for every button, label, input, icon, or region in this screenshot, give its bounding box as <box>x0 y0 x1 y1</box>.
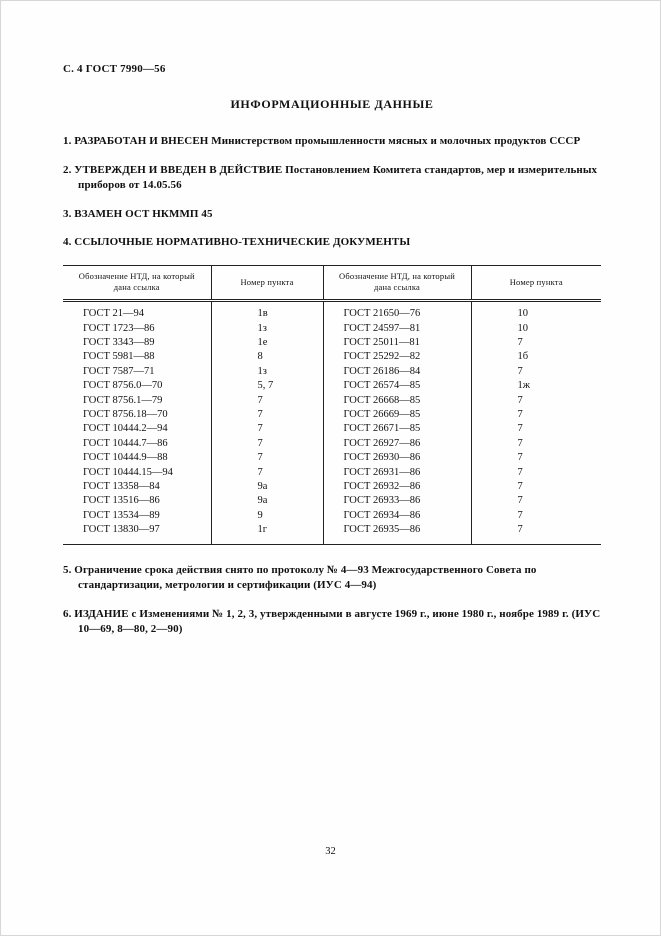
clause-number-cell: 9а <box>211 494 323 508</box>
clause-number-cell: 7 <box>211 466 323 480</box>
clause-number-cell: 7 <box>517 524 523 536</box>
table-row <box>63 350 601 364</box>
table-row <box>63 365 601 379</box>
clause-number-cell: 8 <box>211 350 323 364</box>
clause-number-cell: 7 <box>517 336 523 348</box>
page-title: ИНФОРМАЦИОННЫЕ ДАННЫЕ <box>230 97 434 111</box>
ntd-designation-cell: ГОСТ 3343—89 <box>63 336 211 350</box>
clause-number-cell: 1з <box>211 365 323 379</box>
clause-number-cell: 9а <box>211 480 323 494</box>
header-num-left: Номер пункта <box>211 266 323 301</box>
ntd-designation-cell: ГОСТ 10444.15—94 <box>63 466 211 480</box>
ntd-designation-cell: ГОСТ 8756.0—70 <box>63 379 211 393</box>
clause-number-cell: 7 <box>211 451 323 465</box>
document-content <box>63 63 601 651</box>
table-row <box>63 451 601 465</box>
info-item-5: 5. Ограничение срока действия снято по протоколу № 4—93 Межгосударственного Совета по стандартизации, метрологии и сертификации (ИУС 4—94) <box>63 563 537 592</box>
ntd-designation-cell: ГОСТ 26668—85 <box>323 394 471 408</box>
table-row <box>63 480 601 494</box>
ntd-designation-cell: ГОСТ 8756.18—70 <box>63 408 211 422</box>
table-row <box>63 509 601 523</box>
ntd-designation-cell: ГОСТ 24597—81 <box>323 322 471 336</box>
ntd-designation-cell: ГОСТ 10444.2—94 <box>63 422 211 436</box>
ntd-designation-cell: ГОСТ 26186—84 <box>323 365 471 379</box>
ntd-designation-cell: ГОСТ 7587—71 <box>63 365 211 379</box>
clause-number-cell: 7 <box>517 509 523 521</box>
ntd-designation-cell: ГОСТ 25011—81 <box>323 336 471 350</box>
reference-documents-table <box>63 265 601 545</box>
header-ntd-left: Обозначение НТД, на который дана ссылка <box>63 266 211 301</box>
info-item-2: 2. УТВЕРЖДЕН И ВВЕДЕН В ДЕЙСТВИЕ Постановлением Комитета стандартов, мер и измерительных приборов от 14.05.56 <box>63 163 598 192</box>
ntd-designation-cell: ГОСТ 10444.7—86 <box>63 437 211 451</box>
ntd-designation-cell: ГОСТ 10444.9—88 <box>63 451 211 465</box>
info-item-6: 6. ИЗДАНИЕ с Изменениями № 1, 2, 3, утвержденными в августе 1969 г., июне 1980 г., ноябре 1989 г. (ИУС 10—69, 8—80, 2—90) <box>63 607 601 636</box>
ntd-designation-cell: ГОСТ 26935—86 <box>323 523 471 544</box>
running-header: С. 4 ГОСТ 7990—56 <box>63 63 166 75</box>
clause-number-cell: 7 <box>517 365 523 377</box>
clause-number-cell: 7 <box>517 437 523 449</box>
clause-number-cell: 7 <box>517 481 523 493</box>
clause-number-cell: 7 <box>211 394 323 408</box>
clause-number-cell: 1г <box>211 523 323 544</box>
header-ntd-right: Обозначение НТД, на который дана ссылка <box>323 266 471 301</box>
clause-number-cell: 7 <box>517 452 523 464</box>
clause-number-cell: 7 <box>211 408 323 422</box>
ntd-designation-cell: ГОСТ 26931—86 <box>323 466 471 480</box>
table-row <box>63 322 601 336</box>
ntd-designation-cell: ГОСТ 8756.1—79 <box>63 394 211 408</box>
ntd-designation-cell: ГОСТ 26927—86 <box>323 437 471 451</box>
ntd-designation-cell: ГОСТ 26930—86 <box>323 451 471 465</box>
table-header <box>63 266 601 301</box>
table-row <box>63 422 601 436</box>
clause-number-cell: 7 <box>517 394 523 406</box>
ntd-designation-cell: ГОСТ 13516—86 <box>63 494 211 508</box>
ntd-designation-cell: ГОСТ 26574—85 <box>323 379 471 393</box>
clause-number-cell: 7 <box>517 408 523 420</box>
ntd-designation-cell: ГОСТ 26669—85 <box>323 408 471 422</box>
table-row <box>63 408 601 422</box>
ntd-table-body <box>63 301 601 545</box>
clause-number-cell: 7 <box>211 437 323 451</box>
table-row <box>63 437 601 451</box>
table-row <box>63 379 601 393</box>
ntd-designation-cell: ГОСТ 13534—89 <box>63 509 211 523</box>
table-row <box>63 494 601 508</box>
clause-number-cell: 7 <box>211 422 323 436</box>
ntd-designation-cell: ГОСТ 26933—86 <box>323 494 471 508</box>
info-item-1: 1. РАЗРАБОТАН И ВНЕСЕН Министерством промышленности мясных и молочных продуктов СССР <box>63 135 581 147</box>
ntd-designation-cell: ГОСТ 26934—86 <box>323 509 471 523</box>
header-num-right: Номер пункта <box>471 266 601 301</box>
ntd-designation-cell: ГОСТ 21—94 <box>63 301 211 322</box>
ntd-designation-cell: ГОСТ 13358—84 <box>63 480 211 494</box>
clause-number-cell: 1в <box>211 301 323 322</box>
clause-number-cell: 9 <box>211 509 323 523</box>
ntd-designation-cell: ГОСТ 25292—82 <box>323 350 471 364</box>
clause-number-cell: 7 <box>517 423 523 435</box>
table-row <box>63 394 601 408</box>
ntd-designation-cell: ГОСТ 1723—86 <box>63 322 211 336</box>
table-row <box>63 466 601 480</box>
info-item-4: 4. ССЫЛОЧНЫЕ НОРМАТИВНО-ТЕХНИЧЕСКИЕ ДОКУМЕНТЫ <box>63 236 411 249</box>
ntd-designation-cell: ГОСТ 5981—88 <box>63 350 211 364</box>
ntd-designation-cell: ГОСТ 26932—86 <box>323 480 471 494</box>
clause-number-cell: 1ж <box>517 380 531 392</box>
clause-number-cell: 10 <box>517 308 528 320</box>
clause-number-cell: 1з <box>211 322 323 336</box>
clause-number-cell: 7 <box>517 495 523 507</box>
clause-number-cell: 1е <box>211 336 323 350</box>
ntd-designation-cell: ГОСТ 21650—76 <box>323 301 471 322</box>
clause-number-cell: 5, 7 <box>211 379 323 393</box>
ntd-designation-cell: ГОСТ 13830—97 <box>63 523 211 544</box>
clause-number-cell: 7 <box>517 466 523 478</box>
table-row <box>63 301 601 322</box>
ntd-designation-cell: ГОСТ 26671—85 <box>323 422 471 436</box>
table-row <box>63 523 601 544</box>
clause-number-cell: 10 <box>517 322 528 334</box>
table-row <box>63 336 601 350</box>
info-item-3: 3. ВЗАМЕН ОСТ НКММП 45 <box>63 207 213 220</box>
page-number: 32 <box>325 846 336 857</box>
clause-number-cell: 1б <box>517 351 529 363</box>
